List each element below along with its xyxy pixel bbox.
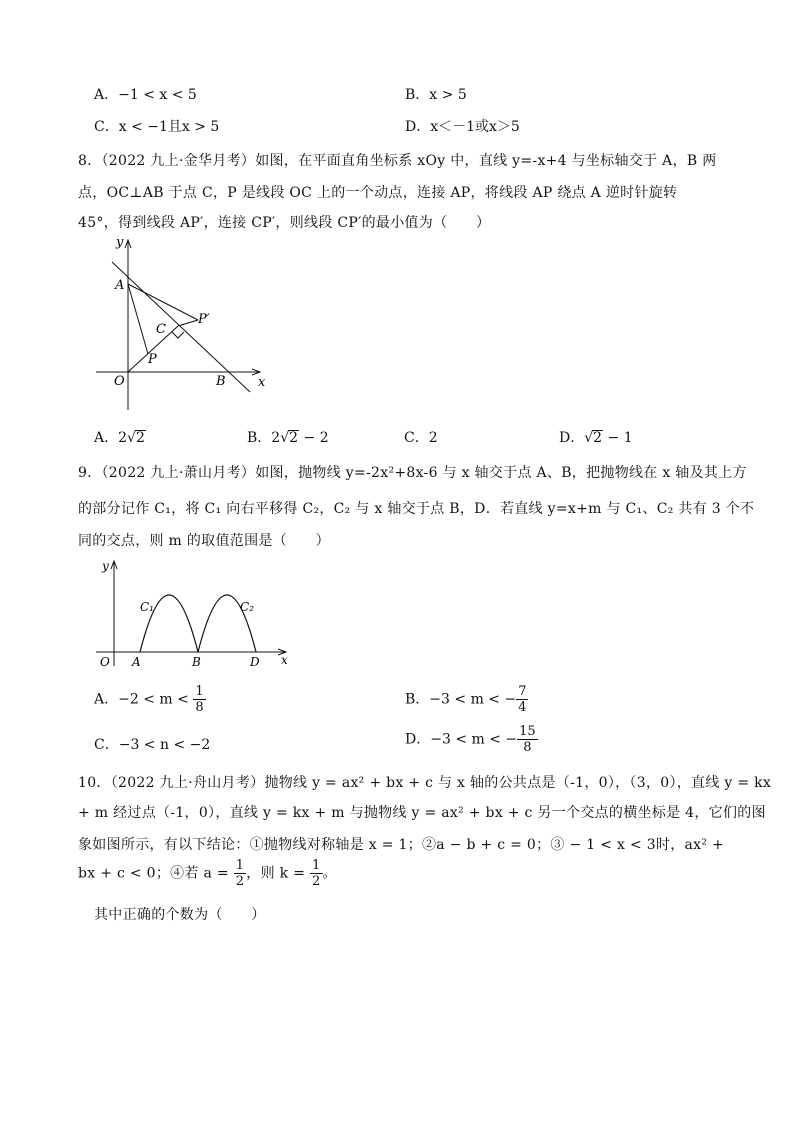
q9-figure <box>90 556 300 671</box>
fraction-denominator: 2 <box>235 874 245 889</box>
q7-option-b <box>405 84 467 104</box>
label-p-prime: P′ <box>198 312 210 327</box>
q8-option-d <box>559 427 633 447</box>
line4-end: 。 <box>322 865 337 882</box>
label-b: B <box>192 655 201 669</box>
q9-option-c <box>94 734 210 754</box>
q9-option-b <box>405 684 528 715</box>
sqrt-sign: √ <box>584 430 594 446</box>
fraction-a <box>234 858 247 889</box>
option-post: − 1 <box>603 430 633 446</box>
fraction-numerator: 1 <box>195 684 204 699</box>
q8-option-a <box>94 427 146 447</box>
option-letter: C． <box>94 119 119 135</box>
option-pre: −3 < n < −2 <box>118 737 211 753</box>
label-a: A <box>115 278 125 293</box>
option-pre: −3 < m < − <box>430 731 518 748</box>
sqrt-radicand: 2 <box>135 430 145 446</box>
q9-option-d <box>405 724 538 755</box>
label-p: P <box>148 352 157 367</box>
segment-cp-prime <box>178 320 198 326</box>
right-angle-mark <box>172 332 184 338</box>
option-text: −1 < x < 5 <box>118 87 197 103</box>
option-fraction <box>193 684 205 715</box>
option-letter: C． <box>94 737 119 753</box>
q10-line-3: 象如图所示，有以下结论：①抛物线对称轴是 x = 1；②a − b + c = 0；③ − 1 < x < 3时，ax² + <box>78 837 725 853</box>
option-text: x < −1且x > 5 <box>118 119 220 135</box>
option-pre: 2 <box>118 430 128 446</box>
label-x: x <box>281 653 288 667</box>
sqrt-radicand: 2 <box>593 430 603 446</box>
option-letter: B． <box>405 87 430 103</box>
option-text: x＜－1或x＞5 <box>430 119 520 135</box>
q8-figure <box>90 232 270 417</box>
q7-option-d <box>405 116 520 136</box>
fraction-k <box>310 858 323 889</box>
sqrt-sign: √ <box>127 430 136 446</box>
option-text: x > 5 <box>429 87 467 103</box>
q9-line-3: 同的交点，则 m 的取值范围是（ ） <box>78 533 330 549</box>
label-y: y <box>102 559 109 573</box>
fraction-denominator: 8 <box>195 700 204 715</box>
q8-line-3: 45°，得到线段 AP′，连接 CP′，则线段 CP′的最小值为（ ） <box>78 215 491 231</box>
q7-option-a <box>94 84 197 104</box>
label-y: y <box>116 235 124 250</box>
q9-line-1: 9．（2022 九上·萧山月考）如图，抛物线 y=-2x²+8x-6 与 x 轴交于点 A、B，把抛物线在 x 轴及其上方 <box>78 465 747 481</box>
label-c: C <box>156 322 166 337</box>
fraction-numerator: 1 <box>311 858 321 873</box>
q10-line-5: 其中正确的个数为（ ） <box>94 907 266 923</box>
label-c1: C₁ <box>140 600 154 614</box>
label-c2: C₂ <box>240 600 254 614</box>
label-d: D <box>250 655 260 669</box>
q8-option-b <box>247 427 329 447</box>
label-b: B <box>216 374 226 389</box>
option-letter: A． <box>94 691 119 708</box>
label-x: x <box>258 375 266 390</box>
option-fraction <box>517 724 538 755</box>
option-post: − 2 <box>299 430 329 446</box>
q7-option-c <box>94 116 219 136</box>
label-o: O <box>100 655 110 669</box>
q8-option-c <box>404 427 438 447</box>
fraction-numerator: 1 <box>235 858 245 873</box>
option-letter: B． <box>405 691 430 708</box>
q10-line-1: 10．（2022 九上·舟山月考）抛物线 y = ax² + bx + c 与 x 轴的公共点是（-1，0），（3，0），直线 y = kx <box>78 775 772 791</box>
option-letter: D． <box>405 731 431 748</box>
option-pre: 2 <box>271 430 281 446</box>
option-fraction <box>516 684 528 715</box>
fraction-denominator: 4 <box>518 700 527 715</box>
q8-line-1: 8．（2022 九上·金华月考）如图，在平面直角坐标系 xOy 中，直线 y=-x+4 与坐标轴交于 A，B 两 <box>78 153 717 169</box>
label-a: A <box>132 655 141 669</box>
fraction-numerator: 7 <box>518 684 527 699</box>
sqrt-sign: √ <box>280 430 290 446</box>
fraction-numerator: 15 <box>519 724 536 739</box>
q10-line-2: + m 经过点（-1，0），直线 y = kx + m 与抛物线 y = ax² + bx + c 另一个交点的横坐标是 4，它们的图 <box>78 805 766 821</box>
option-pre: −3 < m < − <box>429 691 517 708</box>
option-letter: C． <box>404 430 429 446</box>
option-letter: D． <box>405 119 431 135</box>
segment-ap <box>128 284 148 354</box>
q10-line-4 <box>78 858 337 889</box>
fraction-denominator: 8 <box>523 740 532 755</box>
fraction-denominator: 2 <box>311 874 321 889</box>
line4-pre: bx + c < 0；④若 a = <box>78 865 234 882</box>
line4-mid: ，则 k = <box>246 865 310 882</box>
option-letter: D． <box>559 430 585 446</box>
option-letter: A． <box>94 430 119 446</box>
option-letter: A． <box>94 87 119 103</box>
q9-line-2: 的部分记作 C₁，将 C₁ 向右平移得 C₂，C₂ 与 x 轴交于点 B，D．若直线 y=x+m 与 C₁、C₂ 共有 3 个不 <box>78 501 755 517</box>
segment-ap-prime <box>128 284 198 320</box>
option-pre: 2 <box>428 430 438 446</box>
option-pre: −2 < m < <box>118 691 194 708</box>
q8-line-2: 点，OC⊥AB 于点 C，P 是线段 OC 上的一个动点，连接 AP，将线段 AP 绕点 A 逆时针旋转 <box>78 185 678 201</box>
q9-option-a <box>94 684 206 715</box>
label-o: O <box>114 374 125 389</box>
sqrt-radicand: 2 <box>289 430 299 446</box>
option-letter: B． <box>247 430 272 446</box>
